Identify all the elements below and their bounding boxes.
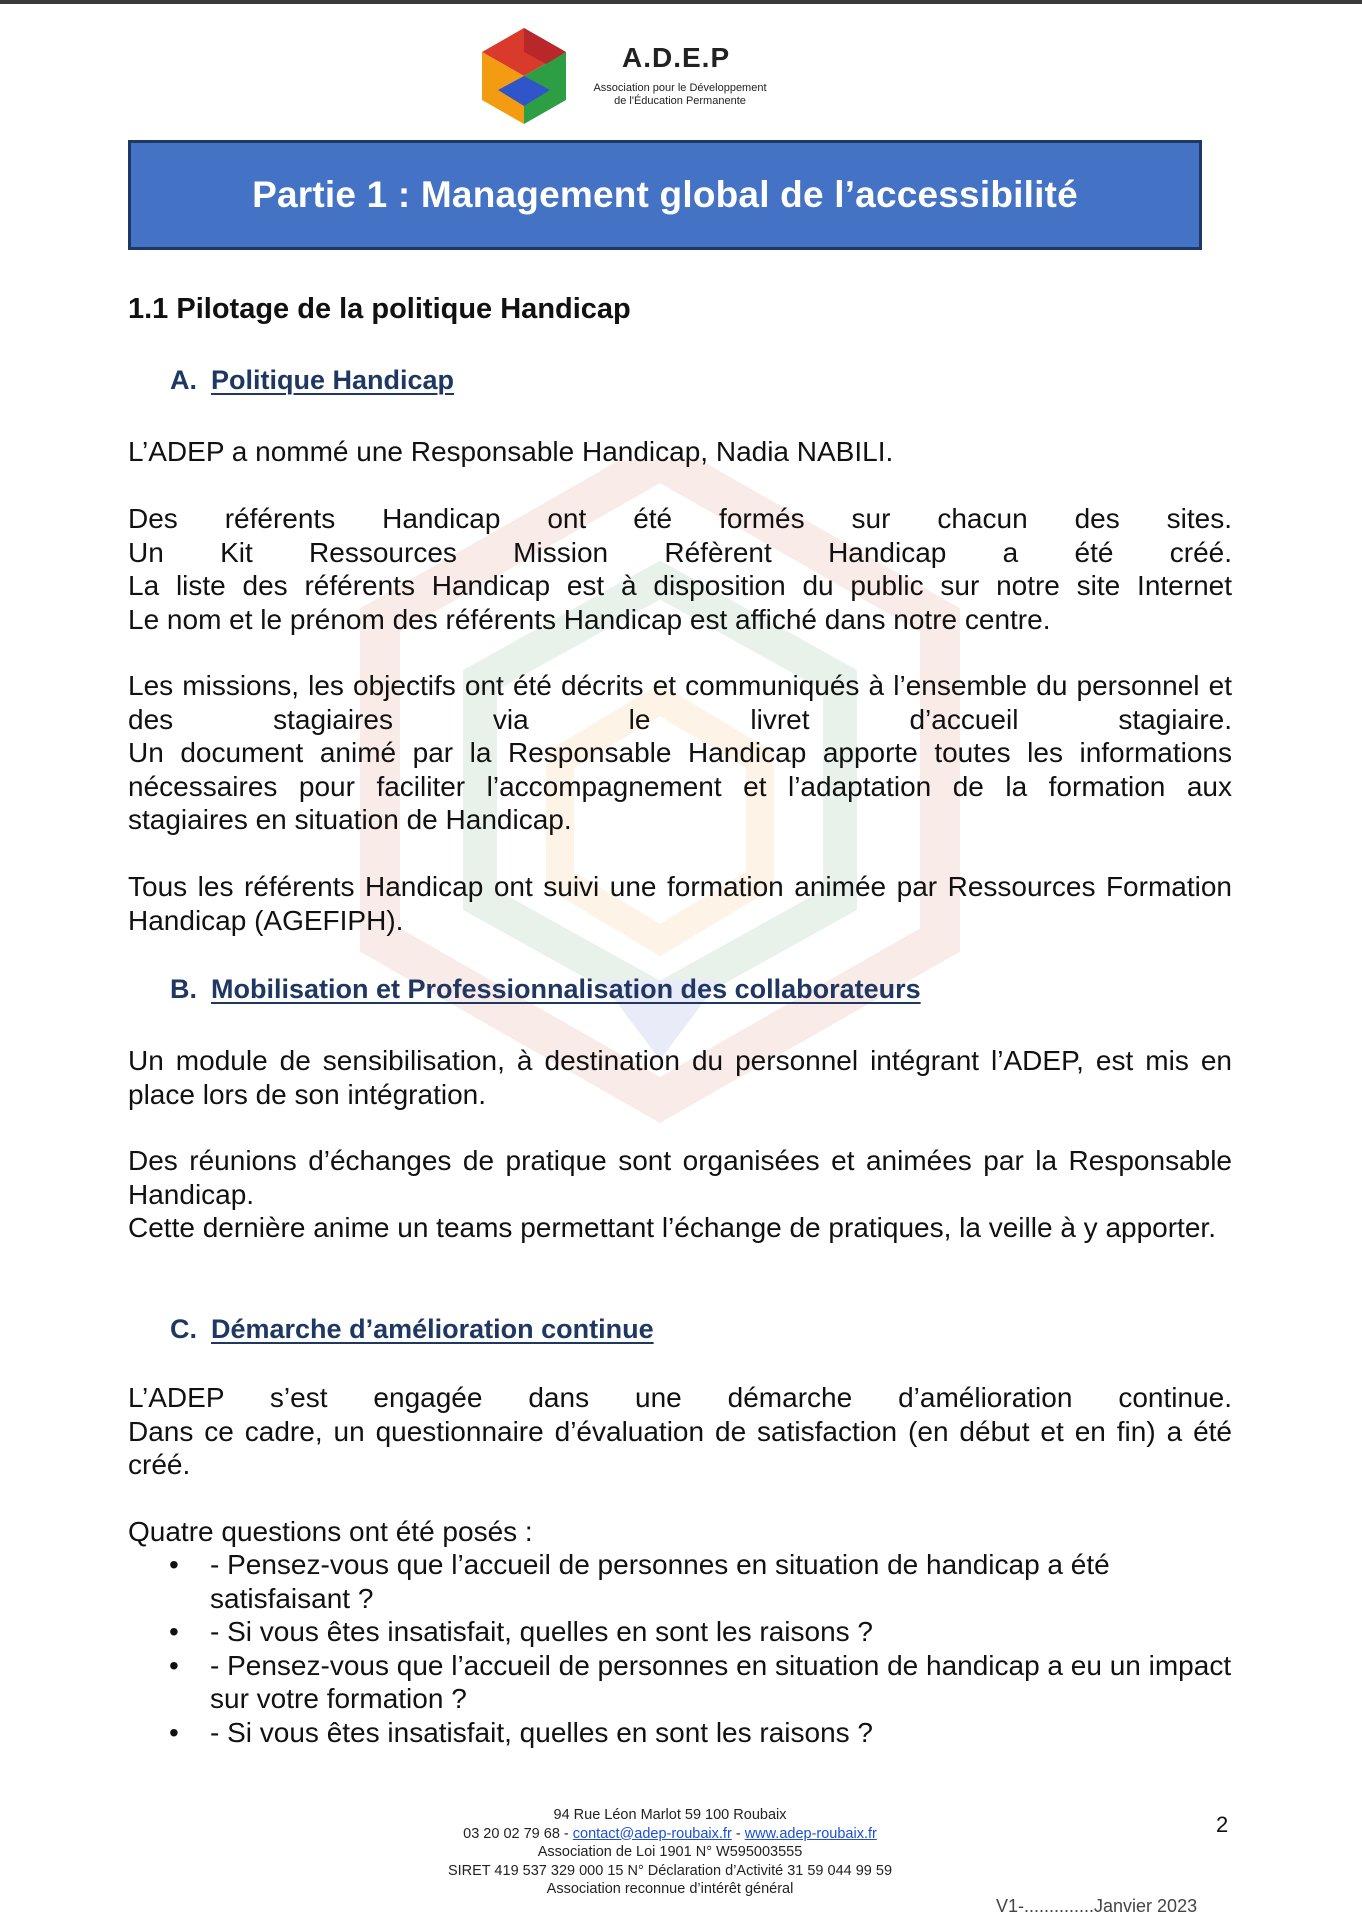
paragraph-b2-part-1: Des réunions d’échanges de pratique sont organisées et animées par la Responsable Handicap. bbox=[128, 1145, 1232, 1210]
footer-website-link[interactable]: www.adep-roubaix.fr bbox=[744, 1825, 877, 1842]
part-title-banner bbox=[128, 140, 1202, 250]
paragraph-a1 bbox=[128, 435, 1232, 469]
list-item bbox=[128, 1548, 1232, 1615]
paragraph-c1-part-2: Dans ce cadre, un questionnaire d’évaluation de satisfaction (en début et en fin) a été créé. bbox=[128, 1415, 1232, 1480]
page-footer bbox=[400, 1806, 940, 1899]
list-item bbox=[128, 1649, 1232, 1716]
bullet-dot-icon: • bbox=[169, 1716, 179, 1748]
logo-subtitle-line-1: Association pour le Développement bbox=[593, 82, 767, 94]
footer-siret: SIRET 419 537 329 000 15 N° Déclaration d’Activité 31 59 044 99 59 bbox=[447, 1862, 893, 1879]
list-item-text: - Pensez-vous que l’accueil de personnes en situation de handicap a eu un impact sur votre formation ? bbox=[210, 1649, 1232, 1714]
paragraph-c2-intro-text: Quatre questions ont été posés : bbox=[128, 1516, 533, 1547]
paragraph-a1-text: L’ADEP a nommé une Responsable Handicap, Nadia NABILI. bbox=[128, 436, 894, 467]
adep-logo-icon bbox=[478, 26, 570, 126]
list-item-text: - Si vous êtes insatisfait, quelles en sont les raisons ? bbox=[210, 1716, 874, 1748]
footer-phone: 03 20 02 79 68 - bbox=[463, 1825, 573, 1842]
subheading-b bbox=[170, 974, 921, 1005]
footer-recognition: Association reconnue d’intérêt général bbox=[546, 1881, 794, 1897]
footer-email-link[interactable]: contact@adep-roubaix.fr bbox=[572, 1825, 732, 1842]
top-border-line bbox=[0, 0, 1362, 4]
list-item-text: - Pensez-vous que l’accueil de personnes en situation de handicap a été satisfaisant ? bbox=[210, 1549, 1110, 1614]
subheading-a bbox=[170, 365, 454, 396]
paragraph-b2-part-2: Cette dernière anime un teams permettant l’échange de pratiques, la veille à y apporter. bbox=[128, 1212, 1216, 1243]
footer-association-number: Association de Loi 1901 N° W595003555 bbox=[537, 1844, 803, 1860]
page-number: 2 bbox=[1216, 1812, 1229, 1837]
subheading-c-title: Démarche d’amélioration continue bbox=[211, 1314, 654, 1344]
paragraph-a3-part-2: Un document animé par la Responsable Handicap apporte toutes les informations nécessaires pour faciliter l’accompagnement et l’adaptation de la formation aux stagiaires en situation de Handicap. bbox=[128, 737, 1232, 835]
paragraph-a2-line-1: Des référents Handicap ont été formés sur chacun des sites. bbox=[128, 503, 1232, 534]
paragraph-a2-line-4: Le nom et le prénom des référents Handicap est affiché dans notre centre. bbox=[128, 603, 1051, 635]
logo-subtitle bbox=[580, 82, 780, 108]
paragraph-a3-part-1: Les missions, les objectifs ont été décrits et communiqués à l’ensemble du personnel et des stagiaires via le livret d’accueil stagiaire. bbox=[128, 670, 1232, 735]
paragraph-c2-intro bbox=[128, 1515, 1232, 1549]
questions-list bbox=[128, 1548, 1232, 1749]
bullet-dot-icon: • bbox=[169, 1549, 179, 1580]
paragraph-c1 bbox=[128, 1381, 1232, 1482]
list-item-text: - Si vous êtes insatisfait, quelles en sont les raisons ? bbox=[210, 1616, 874, 1647]
logo-name: A.D.E.P bbox=[622, 42, 731, 73]
paragraph-b1-text: Un module de sensibilisation, à destination du personnel intégrant l’ADEP, est mis en place lors de son intégration. bbox=[128, 1045, 1232, 1110]
paragraph-a2 bbox=[128, 502, 1232, 636]
paragraph-a4-text: Tous les référents Handicap ont suivi une formation animée par Ressources Formation Handicap (AGEFIPH). bbox=[128, 871, 1232, 936]
paragraph-a2-line-3: La liste des référents Handicap est à disposition du public sur notre site Internet bbox=[128, 570, 1232, 601]
bullet-dot-icon: • bbox=[169, 1649, 179, 1681]
subheading-a-letter: A. bbox=[170, 365, 197, 395]
subheading-b-letter: B. bbox=[170, 974, 197, 1004]
subheading-c-letter: C. bbox=[170, 1314, 197, 1344]
subheading-a-title: Politique Handicap bbox=[211, 365, 455, 395]
paragraph-c1-part-1: L’ADEP s’est engagée dans une démarche d’amélioration continue. bbox=[128, 1382, 1232, 1413]
paragraph-a3 bbox=[128, 669, 1232, 837]
paragraph-b2 bbox=[128, 1144, 1232, 1245]
footer-contact-line bbox=[400, 1825, 940, 1844]
bullet-dot-icon: • bbox=[169, 1616, 179, 1647]
paragraph-a2-line-2: Un Kit Ressources Mission Réfèrent Handicap a été créé. bbox=[128, 536, 1232, 568]
subheading-c bbox=[170, 1314, 654, 1345]
footer-separator: - bbox=[731, 1825, 745, 1842]
banner-title: Partie 1 : Management global de l’accessibilité bbox=[252, 174, 1078, 215]
document-version: V1-..............Janvier 2023 bbox=[996, 1896, 1198, 1916]
section-title: 1.1 Pilotage de la politique Handicap bbox=[128, 293, 631, 325]
footer-address: 94 Rue Léon Marlot 59 100 Roubaix bbox=[553, 1807, 787, 1823]
paragraph-b1 bbox=[128, 1044, 1232, 1111]
list-item bbox=[128, 1716, 1232, 1750]
paragraph-a4 bbox=[128, 870, 1232, 937]
subheading-b-title: Mobilisation et Professionnalisation des collaborateurs bbox=[211, 974, 921, 1004]
logo-subtitle-line-2: de l'Éducation Permanente bbox=[614, 95, 746, 107]
list-item bbox=[128, 1615, 1232, 1649]
